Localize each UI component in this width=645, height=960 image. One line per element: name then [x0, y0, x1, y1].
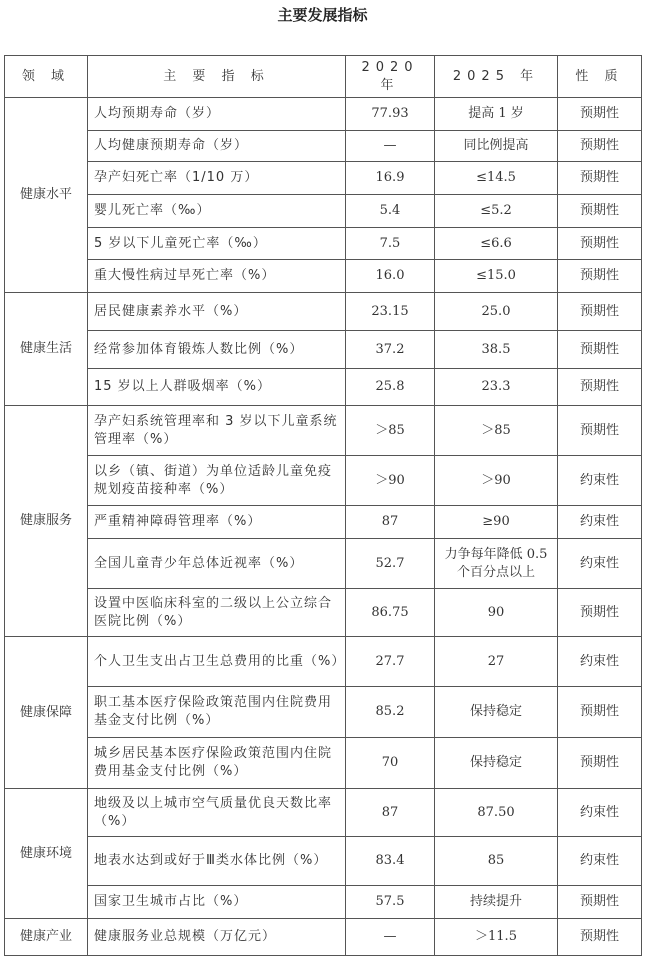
- nature-cell: 预期性: [558, 687, 642, 738]
- target-2025-cell: 保持稳定: [435, 687, 558, 738]
- table-row: [5, 406, 642, 456]
- value-2020-cell: 70: [346, 738, 435, 789]
- indicator-cell: 城乡居民基本医疗保险政策范围内住院费用基金支付比例（%）: [88, 738, 346, 789]
- value-2020-cell: 57.5: [346, 886, 435, 919]
- table-row: [5, 687, 642, 738]
- target-2025-cell: 23.3: [435, 369, 558, 406]
- target-2025-cell: 保持稳定: [435, 738, 558, 789]
- domain-cell: 健康产业: [5, 919, 88, 956]
- nature-cell: 预期性: [558, 260, 642, 293]
- nature-cell: 约束性: [558, 539, 642, 589]
- target-2025-cell: 同比例提高: [435, 131, 558, 162]
- domain-cell: 健康服务: [5, 406, 88, 637]
- indicator-cell: 孕产妇死亡率（1/10 万）: [88, 162, 346, 195]
- domain-cell: 健康生活: [5, 293, 88, 406]
- nature-cell: 预期性: [558, 331, 642, 369]
- domain-cell: 健康水平: [5, 98, 88, 293]
- table-row: [5, 228, 642, 260]
- value-2020-cell: —: [346, 131, 435, 162]
- table-row: [5, 131, 642, 162]
- indicator-cell: 婴儿死亡率（‰）: [88, 195, 346, 228]
- target-2025-cell: ≤14.5: [435, 162, 558, 195]
- value-2020-cell: 85.2: [346, 687, 435, 738]
- target-2025-cell: ≤5.2: [435, 195, 558, 228]
- indicator-cell: 以乡（镇、街道）为单位适龄儿童免疫规划疫苗接种率（%）: [88, 456, 346, 506]
- target-2025-cell: ≤6.6: [435, 228, 558, 260]
- indicator-cell: 设置中医临床科室的二级以上公立综合医院比例（%）: [88, 589, 346, 637]
- value-2020-cell: 86.75: [346, 589, 435, 637]
- indicator-cell: 健康服务业总规模（万亿元）: [88, 919, 346, 956]
- target-2025-cell: 38.5: [435, 331, 558, 369]
- nature-cell: 约束性: [558, 456, 642, 506]
- target-2025-cell: 27: [435, 637, 558, 687]
- indicator-cell: 地级及以上城市空气质量优良天数比率（%）: [88, 789, 346, 837]
- table-row: [5, 539, 642, 589]
- value-2020-cell: 16.9: [346, 162, 435, 195]
- indicator-cell: 国家卫生城市占比（%）: [88, 886, 346, 919]
- nature-cell: 预期性: [558, 162, 642, 195]
- table-row: [5, 260, 642, 293]
- page-title: 主要发展指标: [277, 6, 368, 24]
- table-row: [5, 738, 642, 789]
- target-2025-cell: ＞85: [435, 406, 558, 456]
- target-2025-cell: ＞90: [435, 456, 558, 506]
- indicator-cell: 地表水达到或好于Ⅲ类水体比例（%）: [88, 837, 346, 886]
- table-row: [5, 369, 642, 406]
- header-cell: 主 要 指 标: [88, 56, 346, 98]
- indicator-cell: 5 岁以下儿童死亡率（‰）: [88, 228, 346, 260]
- indicator-cell: 严重精神障碍管理率（%）: [88, 506, 346, 539]
- indicator-cell: 居民健康素养水平（%）: [88, 293, 346, 331]
- value-2020-cell: 7.5: [346, 228, 435, 260]
- nature-cell: 约束性: [558, 506, 642, 539]
- value-2020-cell: 16.0: [346, 260, 435, 293]
- nature-cell: 预期性: [558, 369, 642, 406]
- target-2025-cell: 持续提升: [435, 886, 558, 919]
- table-row: [5, 98, 642, 131]
- value-2020-cell: 5.4: [346, 195, 435, 228]
- value-2020-cell: ＞90: [346, 456, 435, 506]
- table-header: [5, 56, 642, 98]
- indicators-table: [4, 55, 642, 956]
- target-2025-cell: 90: [435, 589, 558, 637]
- value-2020-cell: 87: [346, 506, 435, 539]
- nature-cell: 预期性: [558, 195, 642, 228]
- table-row: [5, 789, 642, 837]
- table-row: [5, 637, 642, 687]
- target-2025-cell: 力争每年降低 0.5 个百分点以上: [435, 539, 558, 589]
- nature-cell: 预期性: [558, 98, 642, 131]
- target-2025-cell: 提高 1 岁: [435, 98, 558, 131]
- value-2020-cell: 37.2: [346, 331, 435, 369]
- indicator-cell: 人均健康预期寿命（岁）: [88, 131, 346, 162]
- nature-cell: 预期性: [558, 886, 642, 919]
- value-2020-cell: 23.15: [346, 293, 435, 331]
- nature-cell: 约束性: [558, 637, 642, 687]
- target-2025-cell: ＞11.5: [435, 919, 558, 956]
- indicator-cell: 个人卫生支出占卫生总费用的比重（%）: [88, 637, 346, 687]
- indicator-cell: 全国儿童青少年总体近视率（%）: [88, 539, 346, 589]
- target-2025-cell: 85: [435, 837, 558, 886]
- nature-cell: 预期性: [558, 131, 642, 162]
- indicator-cell: 孕产妇系统管理率和 3 岁以下儿童系统管理率（%）: [88, 406, 346, 456]
- header-cell: 2025 年: [435, 56, 558, 98]
- target-2025-cell: ≤15.0: [435, 260, 558, 293]
- table-row: [5, 331, 642, 369]
- value-2020-cell: 25.8: [346, 369, 435, 406]
- target-2025-cell: 25.0: [435, 293, 558, 331]
- value-2020-cell: 27.7: [346, 637, 435, 687]
- indicator-cell: 职工基本医疗保险政策范围内住院费用基金支付比例（%）: [88, 687, 346, 738]
- table-row: [5, 195, 642, 228]
- nature-cell: 预期性: [558, 406, 642, 456]
- target-2025-cell: ≥90: [435, 506, 558, 539]
- value-2020-cell: 87: [346, 789, 435, 837]
- indicator-cell: 经常参加体育锻炼人数比例（%）: [88, 331, 346, 369]
- table-row: [5, 886, 642, 919]
- indicator-cell: 人均预期寿命（岁）: [88, 98, 346, 131]
- target-2025-cell: 87.50: [435, 789, 558, 837]
- value-2020-cell: 77.93: [346, 98, 435, 131]
- domain-cell: 健康环境: [5, 789, 88, 919]
- table-row: [5, 293, 642, 331]
- value-2020-cell: 52.7: [346, 539, 435, 589]
- table-row: [5, 837, 642, 886]
- nature-cell: 预期性: [558, 738, 642, 789]
- indicator-cell: 15 岁以上人群吸烟率（%）: [88, 369, 346, 406]
- nature-cell: 预期性: [558, 293, 642, 331]
- header-cell: 2020 年: [346, 56, 435, 98]
- table-row: [5, 456, 642, 506]
- header-cell: 领 域: [5, 56, 88, 98]
- table-row: [5, 589, 642, 637]
- domain-cell: 健康保障: [5, 637, 88, 789]
- value-2020-cell: ＞85: [346, 406, 435, 456]
- header-cell: 性 质: [558, 56, 642, 98]
- value-2020-cell: 83.4: [346, 837, 435, 886]
- nature-cell: 约束性: [558, 837, 642, 886]
- nature-cell: 预期性: [558, 589, 642, 637]
- nature-cell: 预期性: [558, 228, 642, 260]
- table-row: [5, 506, 642, 539]
- table-row: [5, 162, 642, 195]
- table-row: [5, 919, 642, 956]
- indicator-cell: 重大慢性病过早死亡率（%）: [88, 260, 346, 293]
- nature-cell: 约束性: [558, 789, 642, 837]
- nature-cell: 预期性: [558, 919, 642, 956]
- value-2020-cell: —: [346, 919, 435, 956]
